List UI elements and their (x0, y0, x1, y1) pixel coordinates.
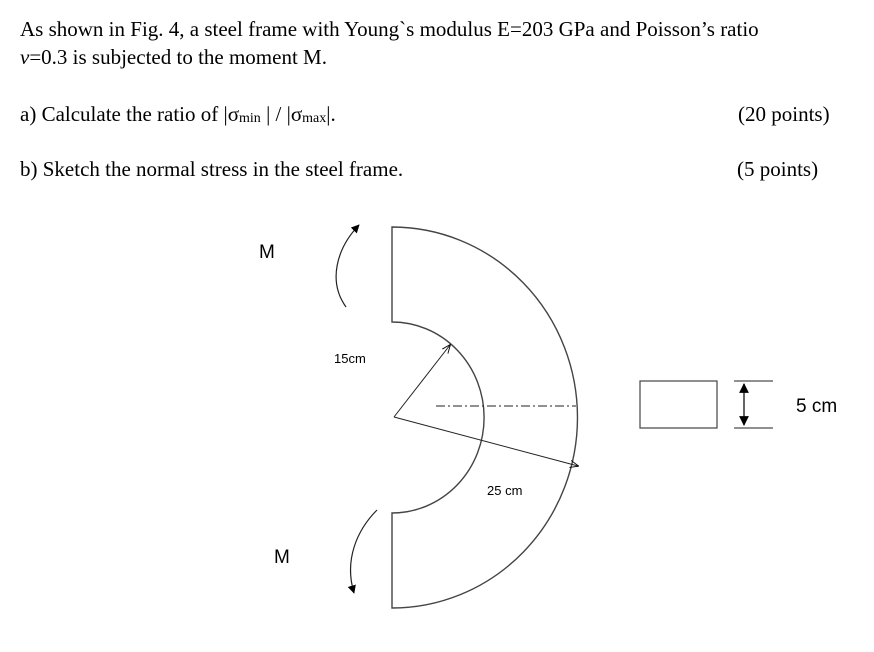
part-a-prefix: a) Calculate the ratio of | (20, 102, 228, 126)
poisson-text: =0.3 is subjected to the moment M. (29, 45, 327, 69)
part-b-question: b) Sketch the normal stress in the steel frame. (20, 157, 404, 181)
problem-statement-line1: As shown in Fig. 4, a steel frame with Young`s modulus E=203 GPa and Poisson’s ratio (20, 17, 759, 41)
moment-label-top: M (259, 242, 275, 263)
sigma-max-symbol: σ (290, 102, 303, 126)
sigma-max-subscript: max (302, 111, 327, 126)
part-a-points: (20 points) (738, 102, 830, 126)
cross-section-dimension-label: 5 cm (796, 396, 838, 417)
sigma-min-symbol: σ (227, 102, 240, 126)
sigma-min-subscript: min (239, 111, 261, 126)
outer-radius-label: 25 cm (487, 483, 523, 498)
outer-radius-arrow (394, 417, 578, 466)
part-b-points: (5 points) (737, 157, 819, 181)
moment-label-bottom: M (274, 547, 290, 568)
poisson-symbol: ν (20, 45, 30, 69)
cross-section-rect (640, 381, 717, 428)
part-a-suffix: |. (326, 102, 336, 126)
moment-arrow-bottom (351, 510, 377, 593)
moment-arrow-top (336, 225, 359, 307)
steel-frame-outline (392, 227, 577, 608)
inner-radius-label: 15cm (334, 351, 366, 366)
part-a-middle: | / | (260, 102, 291, 126)
